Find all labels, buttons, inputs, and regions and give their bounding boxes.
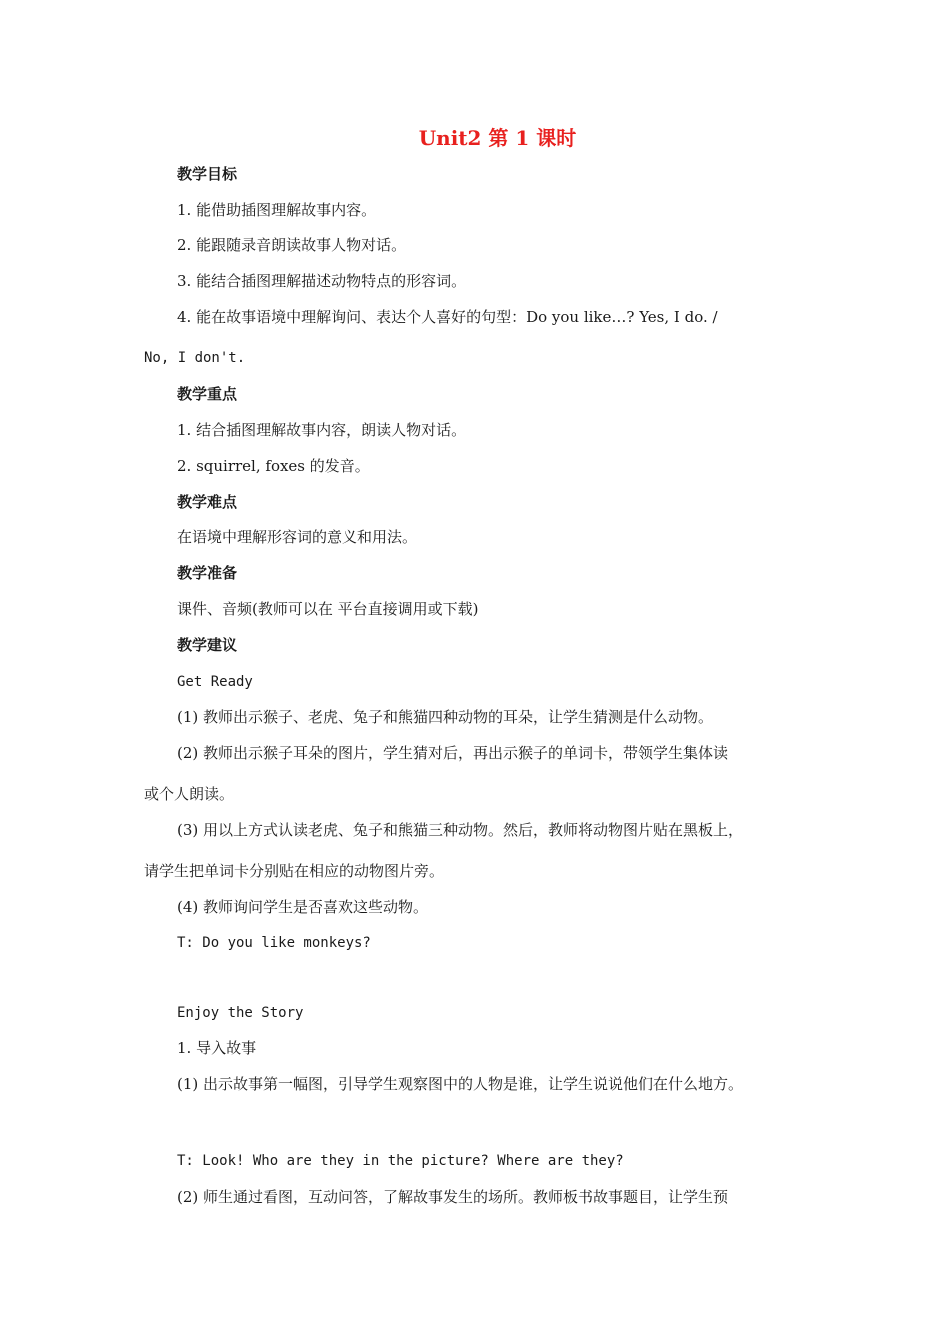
- objectives-heading: 教学目标: [177, 165, 238, 183]
- page-title: Unit2 第 1 课时: [418, 126, 577, 150]
- objective-item-3: 3. 能结合插图理解描述动物特点的形容词。: [177, 272, 467, 290]
- enjoy-story-step-1: (1) 出示故事第一幅图，引导学生观察图中的人物是谁，让学生说说他们在什么地方。: [177, 1075, 744, 1093]
- difficulties-heading: 教学难点: [177, 493, 238, 511]
- get-ready-step-1: (1) 教师出示猴子、老虎、兔子和熊猫四种动物的耳朵，让学生猜测是什么动物。: [177, 708, 714, 726]
- get-ready-step-2: (2) 教师出示猴子耳朵的图片，学生猜对后，再出示猴子的单词卡，带领学生集体读: [177, 744, 729, 762]
- get-ready-step-3-continuation: 请学生把单词卡分别贴在相应的动物图片旁。: [144, 862, 445, 880]
- enjoy-story-intro: 1. 导入故事: [177, 1039, 257, 1057]
- difficulties-text: 在语境中理解形容词的意义和用法。: [177, 528, 418, 546]
- get-ready-dialog: T: Do you like monkeys?: [177, 935, 371, 951]
- key-point-item-2: 2. squirrel, foxes 的发音。: [177, 457, 370, 475]
- key-point-item-1: 1. 结合插图理解故事内容，朗读人物对话。: [177, 421, 467, 439]
- key-points-heading: 教学重点: [177, 385, 238, 403]
- enjoy-story-step-2: (2) 师生通过看图，互动问答，了解故事发生的场所。教师板书故事题目，让学生预: [177, 1188, 729, 1206]
- get-ready-step-3: (3) 用以上方式认读老虎、兔子和熊猫三种动物。然后，教师将动物图片贴在黑板上，: [177, 821, 744, 839]
- get-ready-step-4: (4) 教师询问学生是否喜欢这些动物。: [177, 898, 429, 916]
- preparation-heading: 教学准备: [177, 564, 238, 582]
- enjoy-story-subheading: Enjoy the Story: [177, 1005, 304, 1021]
- get-ready-step-2-continuation: 或个人朗读。: [144, 785, 235, 803]
- objective-item-4-continuation: No, I don't.: [144, 350, 246, 366]
- enjoy-story-dialog: T: Look! Who are they in the picture? Where are they?: [177, 1153, 624, 1169]
- suggestions-heading: 教学建议: [177, 636, 238, 654]
- preparation-text: 课件、音频(教师可以在 平台直接调用或下载): [177, 600, 479, 618]
- objective-item-1: 1. 能借助插图理解故事内容。: [177, 201, 377, 219]
- objective-item-4: 4. 能在故事语境中理解询问、表达个人喜好的句型：Do you like…? Yes, I do. /: [177, 308, 718, 326]
- objective-item-2: 2. 能跟随录音朗读故事人物对话。: [177, 236, 407, 254]
- get-ready-subheading: Get Ready: [177, 674, 253, 690]
